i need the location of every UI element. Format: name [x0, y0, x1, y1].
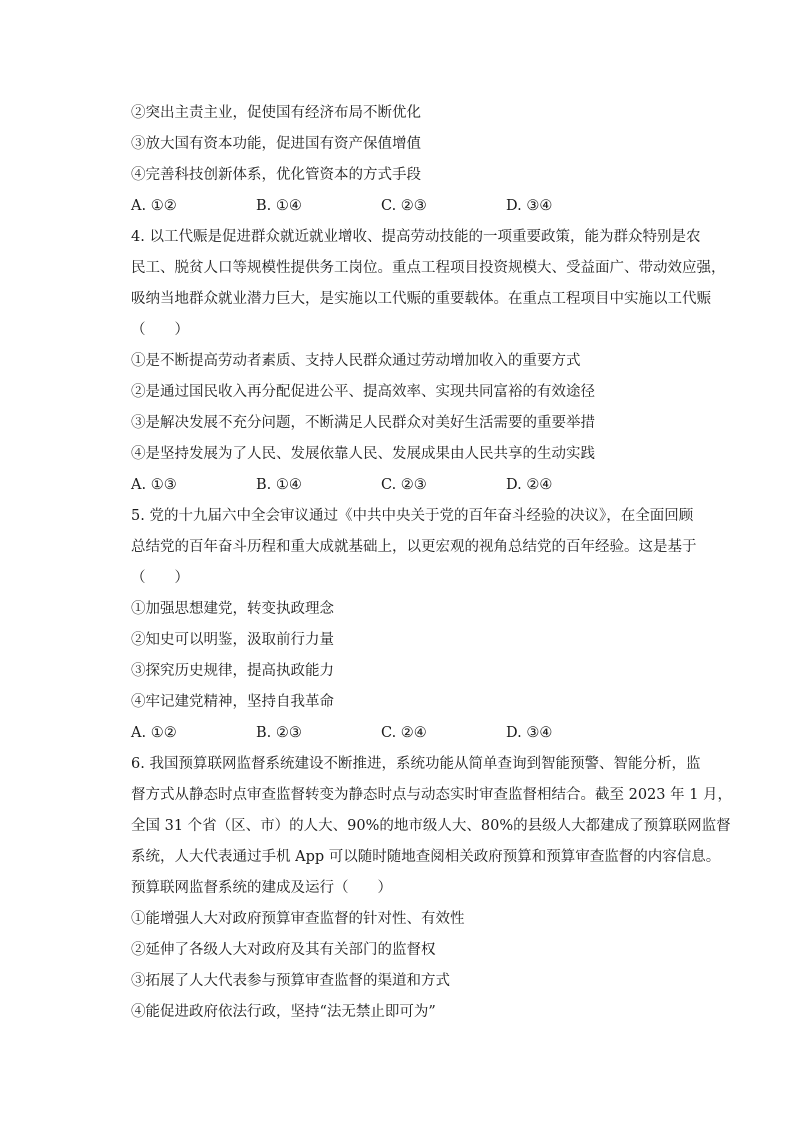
stem-line: 预算联网监督系统的建成及运行（ ）: [131, 880, 392, 896]
stem-line: 6. 我国预算联网监督系统建设不断推进，系统功能从简单查询到智能预警、智能分析，监: [131, 756, 701, 772]
option-b: B. ①④: [256, 477, 302, 493]
stem-line: 全国 31 个省（区、市）的人大、90%的地市级人大、80%的县级人大都建成了预算联网监督: [131, 818, 731, 834]
statement-line: ②是通过国民收入再分配促进公平、提高效率、实现共同富裕的有效途径: [131, 384, 595, 400]
statement-line: ③探究历史规律，提高执政能力: [131, 663, 334, 679]
option-d: D. ②④: [506, 477, 553, 493]
option-c: C. ②③: [381, 477, 427, 493]
statement-line: ②知史可以明鉴，汲取前行力量: [131, 632, 334, 648]
stem-line: 吸纳当地群众就业潜力巨大，是实施以工代赈的重要载体。在重点工程项目中实施以工代赈: [131, 291, 711, 307]
option-a: A. ①③: [131, 477, 177, 493]
stem-line: 4. 以工代赈是促进群众就近就业增收、提高劳动技能的一项重要政策，能为群众特别是农: [131, 229, 701, 245]
option-d: D. ③④: [506, 198, 553, 214]
q6-stem: [131, 749, 733, 904]
question-content: [131, 98, 733, 1028]
option-a: A. ①②: [131, 725, 177, 741]
option-b: B. ①④: [256, 198, 302, 214]
statement-line: ④牢记建党精神，坚持自我革命: [131, 694, 334, 710]
option-c: C. ②③: [381, 198, 427, 214]
statement-line: ②突出主责主业，促使国有经济布局不断优化: [131, 105, 421, 121]
stem-line: 督方式从静态时点审查监督转变为静态时点与动态实时审查监督相结合。截至 2023 年 1 月，: [131, 787, 733, 803]
statement-line: ①能增强人大对政府预算审查监督的针对性、有效性: [131, 911, 465, 927]
option-d: D. ③④: [506, 725, 553, 741]
statement-line: ②延伸了各级人大对政府及其有关部门的监督权: [131, 942, 436, 958]
q4-options: [131, 470, 691, 501]
answer-blank: （ ）: [131, 570, 189, 586]
answer-blank: （ ）: [131, 322, 189, 338]
statement-line: ④能促进政府依法行政，坚持“法无禁止即可为”: [131, 1004, 436, 1020]
stem-line: 系统，人大代表通过手机 App 可以随时随地查阅相关政府预算和预算审查监督的内容信息。: [131, 849, 721, 865]
stem-line: 总结党的百年奋斗历程和重大成就基础上，以更宏观的视角总结党的百年经验。这是基于: [131, 539, 697, 555]
stem-line: 民工、脱贫人口等规模性提供务工岗位。重点工程项目投资规模大、受益面广、带动效应强，: [131, 260, 726, 276]
statement-line: ①是不断提高劳动者素质、支持人民群众通过劳动增加收入的重要方式: [131, 353, 581, 369]
statement-line: ④是坚持发展为了人民、发展依靠人民、发展成果由人民共享的生动实践: [131, 446, 595, 462]
option-c: C. ②④: [381, 725, 427, 741]
option-a: A. ①②: [131, 198, 177, 214]
q3-options: [131, 191, 691, 222]
statement-line: ①加强思想建党，转变执政理念: [131, 601, 334, 617]
option-b: B. ②③: [256, 725, 302, 741]
q5-options: [131, 718, 691, 749]
statement-line: ④完善科技创新体系，优化管资本的方式手段: [131, 167, 421, 183]
statement-line: ③拓展了人大代表参与预算审查监督的渠道和方式: [131, 973, 450, 989]
q4-stem: [131, 222, 726, 346]
statement-line: ③放大国有资本功能，促进国有资产保值增值: [131, 136, 421, 152]
statement-line: ③是解决发展不充分问题，不断满足人民群众对美好生活需要的重要举措: [131, 415, 595, 431]
stem-line: 5. 党的十九届六中全会审议通过《中共中央关于党的百年奋斗经验的决议》，在全面回顾: [131, 508, 694, 524]
q5-stem: [131, 501, 697, 594]
